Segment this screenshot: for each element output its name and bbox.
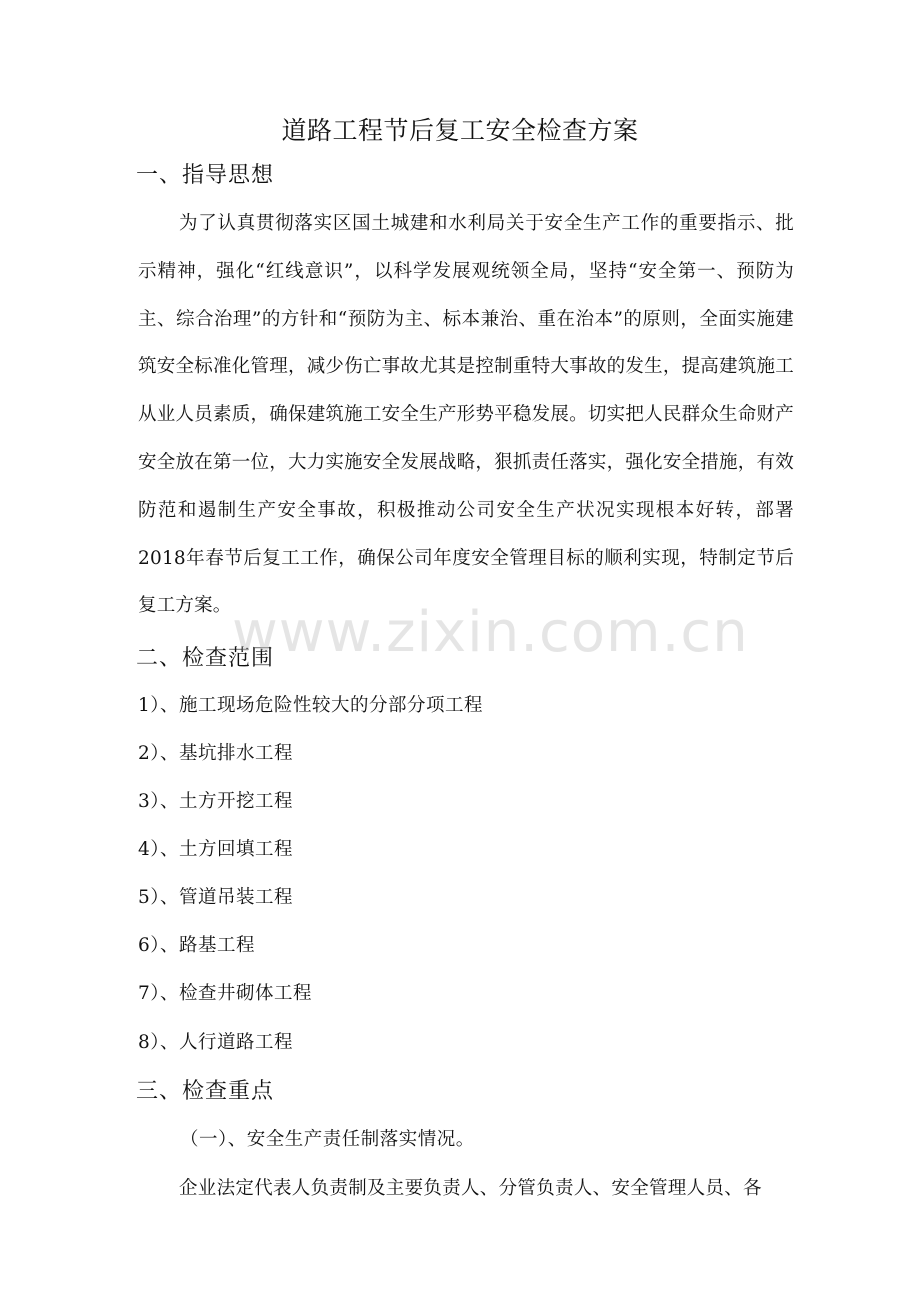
list-item: 7）、检查井砌体工程 [138, 983, 313, 1004]
list-item: 6）、路基工程 [138, 935, 256, 956]
sub-heading-safety-responsibility: （一）、安全生产责任制落实情况。 [180, 1129, 475, 1150]
section-heading-inspection-scope: 二、检查范围 [136, 646, 275, 671]
watermark-text: www.zixin.com.cn [232, 600, 749, 665]
list-item: 5）、管道吊装工程 [138, 887, 294, 908]
list-item: 2）、基坑排水工程 [138, 743, 294, 764]
document-title: 道路工程节后复工安全检查方案 [281, 116, 639, 145]
section-paragraph-guiding-ideology: 为了认真贯彻落实区国土城建和水利局关于安全生产工作的重要指示、批示精神，强化“红线意识”，以科学发展观统领全局，坚持“安全第一、预防为主、综合治理”的方针和“预防为主、标本兼治、重在治本”的原则，全面实施建筑安全标准化管理，减少伤亡事故尤其是控制重特大事故的发生，提高建筑施工从业人员素质，确保建筑施工安全生产形势平稳发展。切实把人民群众生命财产安全放在第一位，大力实施安全发展战略，狠抓责任落实，强化安全措施，有效防范和遏制生产安全事故，积极推动公司安全生产状况实现根本好转，部署2018年春节后复工工作，确保公司年度安全管理目标的顺利实现，特制定节后复工方案。 [138, 213, 794, 617]
section-paragraph-inspection-focus: 企业法定代表人负责制及主要负责人、分管负责人、安全管理人员、各 [179, 1178, 762, 1199]
list-item: 3）、土方开挖工程 [138, 791, 294, 812]
list-item: 4）、土方回填工程 [138, 839, 294, 860]
section-heading-guiding-ideology: 一、指导思想 [136, 163, 275, 188]
section-heading-inspection-focus: 三、检查重点 [136, 1079, 275, 1104]
list-item: 1）、施工现场危险性较大的分部分项工程 [138, 695, 484, 716]
list-item: 8）、人行道路工程 [138, 1032, 294, 1053]
